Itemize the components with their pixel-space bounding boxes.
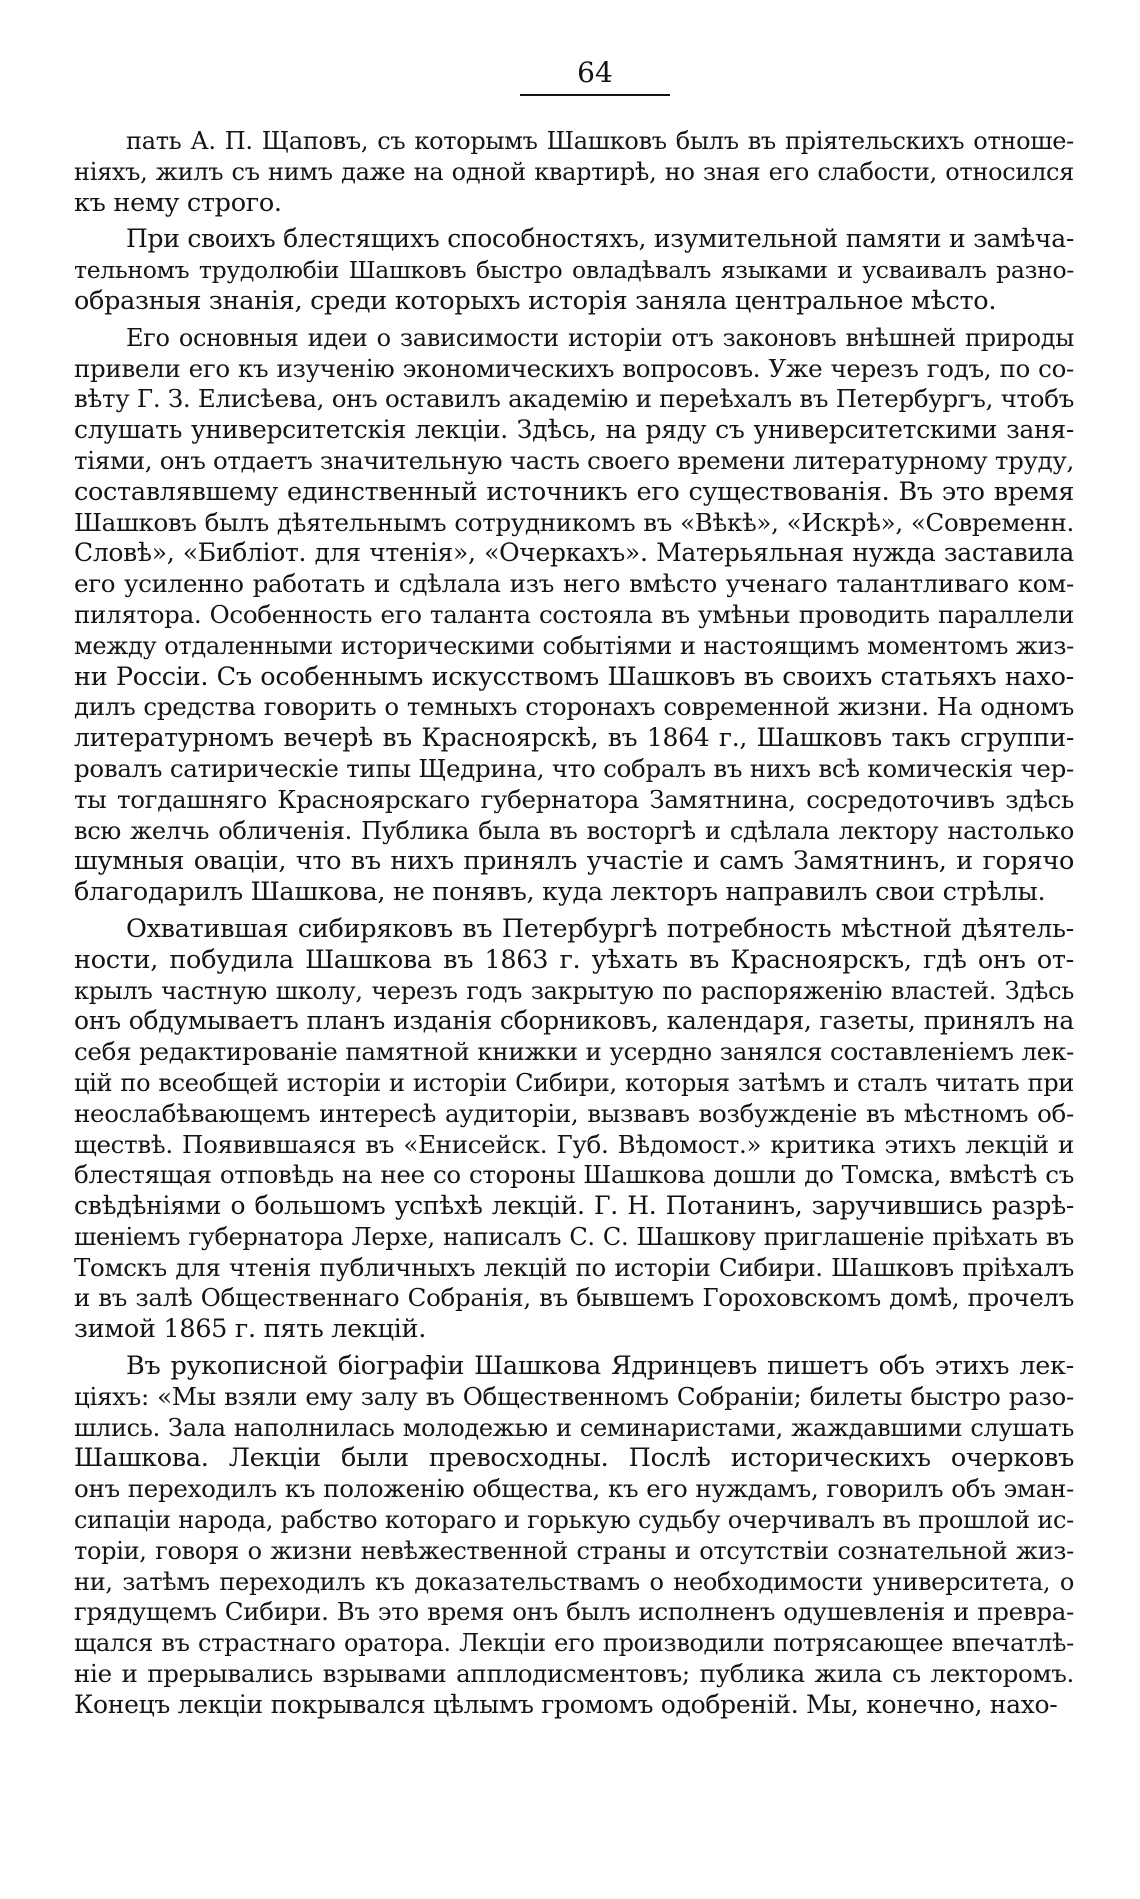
text-line: грядущемъ Сибири. Въ это время онъ былъ исполненъ одушевленія и превра- (74, 1597, 1074, 1627)
text-line: къ нему строго. (74, 187, 282, 218)
text-line: вѣту Г. З. Елисѣева, онъ оставилъ академію и переѣхалъ въ Петербургъ, чтобъ (74, 384, 1074, 414)
text-line: и въ залѣ Общественнаго Собранія, въ бывшемъ Гороховскомъ домѣ, прочелъ (74, 1283, 1074, 1313)
text-line: Конецъ лекціи покрывался цѣлымъ громомъ одобреній. Мы, конечно, нахо- (74, 1689, 1058, 1719)
text-line: дилъ средства говорить о темныхъ сторонахъ современной жизни. На одномъ (74, 692, 1074, 722)
paragraph (74, 323, 1074, 908)
text-line: ціяхъ: «Мы взяли ему залу въ Общественномъ Собраніи; билеты быстро разо- (74, 1381, 1074, 1411)
text-line: шлись. Зала наполнилась молодежью и семинаристами, жаждавшими слушать (74, 1413, 1074, 1442)
text-line: тіями, онъ отдаетъ значительную часть своего времени литературному труду, (74, 445, 1074, 475)
body-text (74, 126, 1074, 1727)
text-line: ни, затѣмъ переходилъ къ доказательствамъ о необходимости университета, о (74, 1567, 1074, 1596)
text-line: между отдаленными историческими событіями и настоящимъ моментомъ жиз- (74, 631, 1074, 660)
text-line: ществѣ. Появившаяся въ «Енисейск. Губ. Вѣдомост.» критика этихъ лекцій и (74, 1129, 1074, 1159)
text-line: цій по всеобщей исторіи и исторіи Сибири, которыя затѣмъ и сталъ читать при (74, 1068, 1074, 1097)
text-line: Словѣ», «Библіот. для чтенія», «Очеркахъ». Матерьяльная нужда заставила (74, 538, 1074, 568)
text-line: его усиленно работать и сдѣлала изъ него вмѣсто ученаго талантливаго ком- (74, 569, 1074, 599)
text-line: торіи, говоря о жизни невѣжественной страны и отсутствіи сознательной жиз- (74, 1536, 1074, 1565)
text-line: себя редактированіе памятной книжки и усердно занялся составленіемъ лек- (74, 1037, 1074, 1067)
page-number: 64 (577, 56, 613, 89)
text-line: щался въ страстнаго оратора. Лекціи его производили потрясающее впечатлѣ- (74, 1629, 1074, 1658)
paragraph (74, 1351, 1074, 1721)
text-line: ніе и прерывались взрывами апплодисментовъ; публика жила съ лекторомъ. (74, 1659, 1074, 1689)
text-line: Шашкова. Лекціи были превосходны. Послѣ историческихъ очерковъ (74, 1443, 1074, 1474)
text-line: Въ рукописной біографіи Шашкова Ядринцевъ пишетъ объ этихъ лек- (126, 1351, 1074, 1382)
paragraph (74, 914, 1074, 1345)
text-line: пилятора. Особенность его таланта состояла въ умѣньи проводить параллели (74, 599, 1074, 629)
text-line: всю желчь обличенія. Публика была въ восторгѣ и сдѣлала лектору настолько (74, 816, 1074, 845)
text-line: шеніемъ губернатора Лерхе, написалъ С. С. Шашкову приглашеніе пріѣхать въ (74, 1222, 1074, 1251)
text-line: сипаціи народа, рабство котораго и горькую судьбу очерчивалъ въ прошлой ис- (74, 1506, 1074, 1535)
paragraph (74, 126, 1074, 218)
text-line: онъ обдумываетъ планъ изданія сборниковъ, календаря, газеты, принялъ на (74, 1006, 1074, 1036)
text-line: онъ переходилъ къ положенію общества, къ его нуждамъ, говорилъ объ эман- (74, 1474, 1074, 1504)
text-line: пать А. П. Щаповъ, съ которымъ Шашковъ былъ въ пріятельскихъ отноше- (126, 127, 1074, 155)
text-line: ности, побудила Шашкова въ 1863 г. уѣхать въ Красноярскъ, гдѣ онъ от- (74, 944, 1074, 975)
text-line: тельномъ трудолюбіи Шашковъ быстро овладѣвалъ языками и усваивалъ разно- (74, 256, 1074, 285)
text-line: литературномъ вечерѣ въ Красноярскѣ, въ 1864 г., Шашковъ такъ сгруппи- (74, 723, 1074, 753)
text-line: Томскъ для чтенія публичныхъ лекцій по исторіи Сибири. Шашковъ пріѣхалъ (74, 1252, 1074, 1282)
paragraph (74, 224, 1074, 316)
text-line: благодарилъ Шашкова, не понявъ, куда лекторъ направилъ свои стрѣлы. (74, 877, 1046, 908)
text-line: Охватившая сибиряковъ въ Петербургѣ потребность мѣстной дѣятель- (126, 913, 1074, 944)
text-line: слушать университетскія лекціи. Здѣсь, на ряду съ университетскими заня- (74, 415, 1074, 445)
text-line: составлявшему единственный источникъ его существованія. Въ это время (74, 476, 1074, 507)
text-line: крылъ частную школу, черезъ годъ закрытую по распоряженію властей. Здѣсь (74, 976, 1074, 1005)
page-header (0, 56, 1140, 89)
text-line: ты тогдашняго Красноярскаго губернатора Замятнина, сосредоточивъ здѣсь (74, 784, 1074, 814)
text-line: неослабѣвающемъ интересѣ аудиторіи, вызвавъ возбужденіе въ мѣстномъ об- (74, 1098, 1074, 1128)
text-line: ніяхъ, жилъ съ нимъ даже на одной квартирѣ, но зная его слабости, относился (74, 157, 1074, 186)
text-line: ровалъ сатирическіе типы Щедрина, что собралъ въ нихъ всѣ комическія чер- (74, 753, 1074, 783)
text-line: свѣдѣніями о большомъ успѣхѣ лекцій. Г. Н. Потанинъ, заручившись разрѣ- (74, 1191, 1074, 1221)
text-line: Его основныя идеи о зависимости исторіи отъ законовъ внѣшней природы (126, 323, 1074, 352)
text-line: При своихъ блестящихъ способностяхъ, изумительной памяти и замѣча- (126, 224, 1074, 254)
text-line: шумныя оваціи, что въ нихъ принялъ участіе и самъ Замятнинъ, и горячо (74, 846, 1074, 877)
text-line: образныя знанія, среди которыхъ исторія заняла центральное мѣсто. (74, 285, 997, 316)
text-line: блестящая отповѣдь на нее со стороны Шашкова дошли до Томска, вмѣстѣ съ (74, 1160, 1074, 1190)
header-rule (520, 94, 670, 96)
text-line: привели его къ изученію экономическихъ вопросовъ. Уже черезъ годъ, по со- (74, 353, 1074, 383)
text-line: ни Россіи. Съ особеннымъ искусствомъ Шашковъ въ своихъ статьяхъ нахо- (74, 661, 1074, 692)
text-line: зимой 1865 г. пять лекцій. (74, 1314, 427, 1345)
text-line: Шашковъ былъ дѣятельнымъ сотрудникомъ въ «Вѣкѣ», «Искрѣ», «Современн. (74, 507, 1074, 537)
